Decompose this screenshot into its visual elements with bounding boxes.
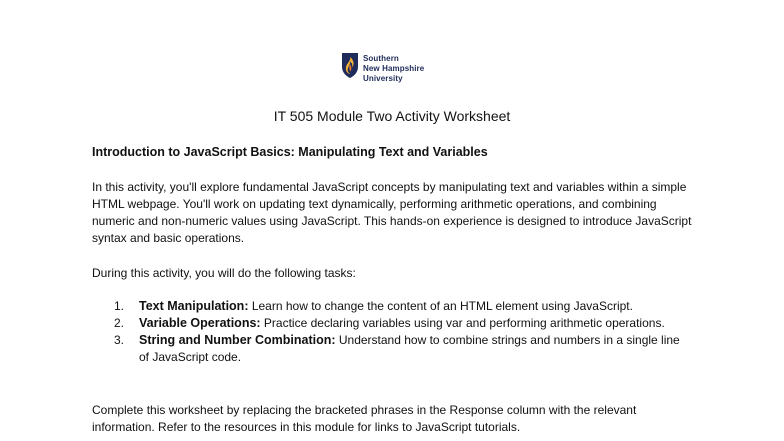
task-item	[92, 315, 692, 332]
task-item	[92, 298, 692, 315]
logo-line-2: New Hampshire	[363, 64, 425, 73]
task-list	[92, 298, 692, 366]
task-number: 3.	[114, 333, 125, 347]
logo-line-1: Southern	[363, 54, 399, 63]
shield-flame-icon	[341, 52, 359, 79]
task-description: Understand how to combine strings and numbers in a single line of JavaScript code.	[139, 333, 680, 364]
section-heading: Introduction to JavaScript Basics: Manipulating Text and Variables	[92, 145, 488, 159]
task-description: Learn how to change the content of an HTML element using JavaScript.	[248, 299, 633, 313]
task-term: Text Manipulation:	[139, 299, 249, 313]
university-logo	[341, 52, 424, 88]
task-item	[92, 332, 692, 366]
logo-line-3: University	[363, 74, 403, 83]
task-term: String and Number Combination:	[139, 333, 336, 347]
task-term: Variable Operations:	[139, 316, 261, 330]
logo-wordmark	[363, 54, 424, 84]
document-title: IT 505 Module Two Activity Worksheet	[273, 108, 511, 124]
tasks-intro-paragraph: During this activity, you will do the following tasks:	[92, 266, 356, 280]
intro-paragraph: In this activity, you'll explore fundamental JavaScript concepts by manipulating text and variables within a simple HTML webpage. You'll work on updating text dynamically, performing arithmetic operations, and combining numeric and non-numeric values using JavaScript. This hands-on experience is designed to introduce JavaScript syntax and basic operations.	[92, 180, 692, 245]
closing-paragraph: Complete this worksheet by replacing the bracketed phrases in the Response column with the relevant information. Refer to the resources in this module for links to JavaScript tutorials.	[92, 403, 637, 434]
task-number: 2.	[114, 316, 125, 330]
task-number: 1.	[114, 299, 125, 313]
task-description: Practice declaring variables using var and performing arithmetic operations.	[260, 316, 665, 330]
